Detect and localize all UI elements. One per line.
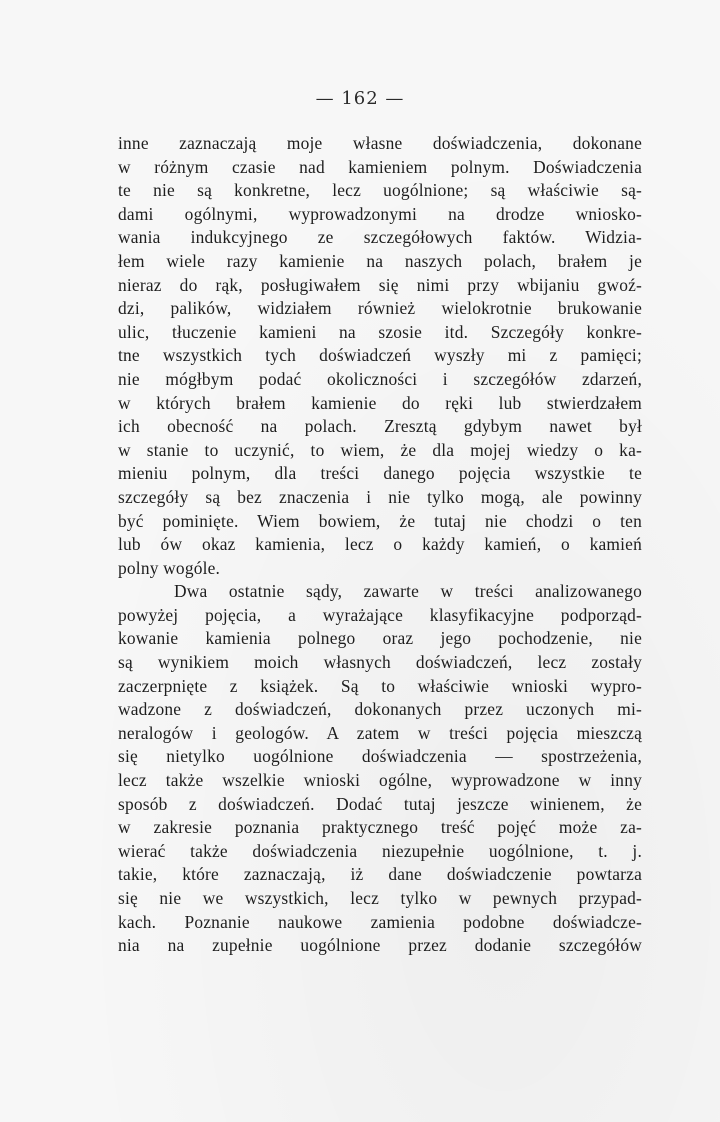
text-line: mieniu polnym, dla treści danego pojęcia wszystkie te <box>118 463 642 484</box>
body-text <box>118 132 642 958</box>
text-line: być pominięte. Wiem bowiem, że tutaj nie chodzi o ten <box>118 510 642 531</box>
text-line: ulic, tłuczenie kamieni na szosie itd. Szczegóły konkre- <box>118 321 642 342</box>
page-number: — 162 — <box>315 88 405 109</box>
text-line: takie, które zaznaczają, iż dane doświadczenie powtarza <box>118 864 642 885</box>
text-line: ich obecność na polach. Zresztą gdybym nawet był <box>118 416 642 437</box>
text-line: wierać także doświadczenia niezupełnie uogólnione, t. j. <box>118 840 642 861</box>
text-line: powyżej pojęcia, a wyrażające klasyfikacyjne podporząd- <box>118 604 642 625</box>
text-line: dzi, palików, widziałem również wielokrotnie brukowanie <box>118 298 642 319</box>
text-line: się nietylko uogólnione doświadczenia — spostrzeżenia, <box>118 746 642 767</box>
text-line: wadzone z doświadczeń, dokonanych przez uczonych mi- <box>118 699 642 720</box>
text-line: łem wiele razy kamienie na naszych polach, brałem je <box>118 250 642 271</box>
text-line: nie mógłbym podać okoliczności i szczegółów zdarzeń, <box>118 368 642 389</box>
text-line: te nie są konkretne, lecz uogólnione; są właściwie są- <box>118 180 642 201</box>
text-line: lecz także wszelkie wnioski ogólne, wyprowadzone w inny <box>118 770 642 791</box>
text-line: w stanie to uczynić, to wiem, że dla mojej wiedzy o ka- <box>118 439 642 460</box>
text-line: dami ogólnymi, wyprowadzonymi na drodze wniosko- <box>118 203 642 224</box>
text-line: nia na zupełnie uogólnione przez dodanie szczegółów <box>118 935 642 956</box>
text-line: kowanie kamienia polnego oraz jego pochodzenie, nie <box>118 628 642 649</box>
text-line: kach. Poznanie naukowe zamienia podobne doświadcze- <box>118 911 642 932</box>
text-line: są wynikiem moich własnych doświadczeń, lecz zostały <box>118 652 642 673</box>
text-line: inne zaznaczają moje własne doświadczenia, dokonane <box>118 133 642 153</box>
text-line: tne wszystkich tych doświadczeń wyszły mi z pamięci; <box>118 345 642 366</box>
text-line: lub ów okaz kamienia, lecz o każdy kamień, o kamień <box>118 534 642 555</box>
text-line: wania indukcyjnego ze szczegółowych faktów. Widzia- <box>118 227 642 248</box>
text-line: nieraz do rąk, posługiwałem się nimi przy wbijaniu gwoź- <box>118 274 642 295</box>
text-line: neralogów i geologów. A zatem w treści pojęcia mieszczą <box>118 722 642 743</box>
text-line: Dwa ostatnie sądy, zawarte w treści analizowanego <box>174 581 642 602</box>
paragraph-2 <box>118 580 642 958</box>
text-line: w różnym czasie nad kamieniem polnym. Doświadczenia <box>118 156 642 177</box>
text-line: w których brałem kamienie do ręki lub stwierdzałem <box>118 392 642 413</box>
text-line: w zakresie poznania praktycznego treść pojęć może za- <box>118 817 642 838</box>
text-line: polny wogóle. <box>118 557 221 578</box>
text-line: szczegóły są bez znaczenia i nie tylko mogą, ale powinny <box>118 486 642 507</box>
text-line: się nie we wszystkich, lecz tylko w pewnych przypad- <box>118 888 642 908</box>
text-line: zaczerpnięte z książek. Są to właściwie wnioski wypro- <box>118 675 642 696</box>
text-line: sposób z doświadczeń. Dodać tutaj jeszcze winienem, że <box>118 793 642 814</box>
paragraph-1 <box>118 132 642 580</box>
